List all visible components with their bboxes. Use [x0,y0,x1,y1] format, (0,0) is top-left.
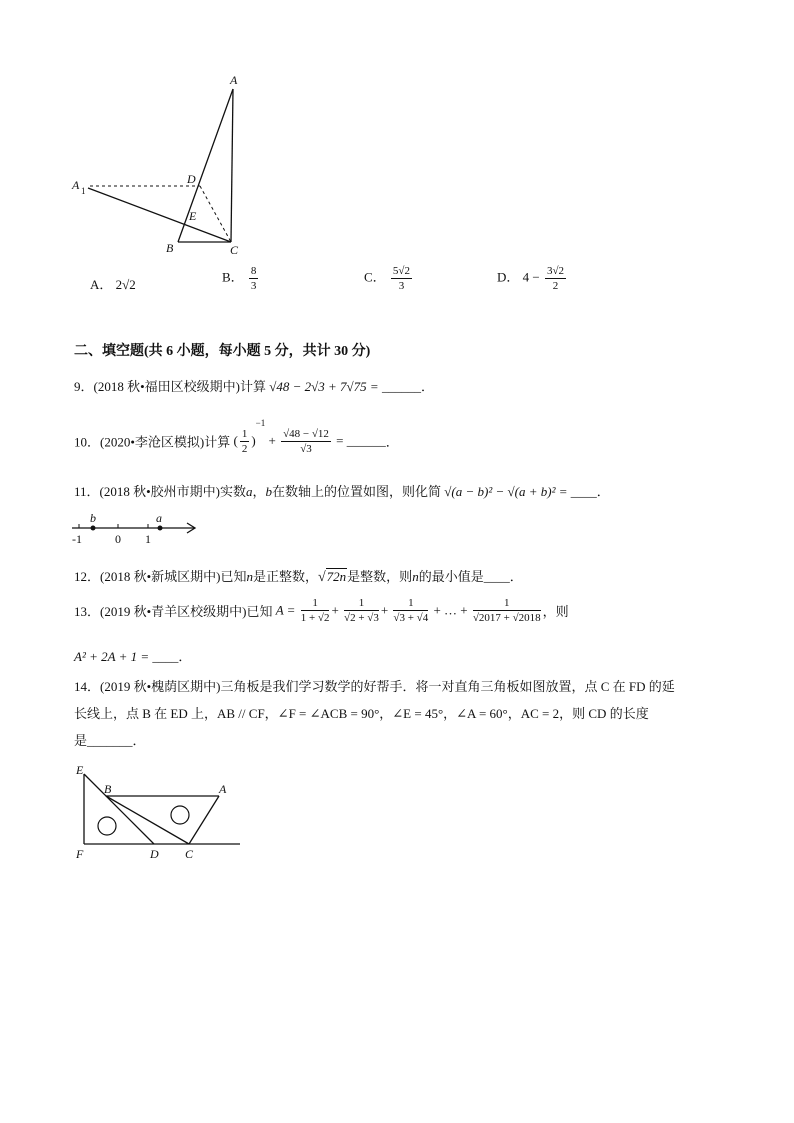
option-b-label: B． [222,269,244,285]
q13-suffix: ，则 [542,604,569,619]
question-13-line2 [74,646,191,665]
q13-t1-num: 1 [301,596,330,611]
option-d-prefix: 4 − [522,269,540,285]
q10-frac-num: √48 − √12 [283,427,329,440]
q13-lhs: A = [275,602,296,618]
q11-blank: ____ [570,484,597,499]
option-d-num: 3√2 [546,265,565,277]
number-line [68,508,208,548]
q13-dots: + … + [433,602,468,618]
q12-sqrt: 72n [326,569,347,584]
tick-label-1: 1 [145,532,151,546]
q10-blank: ______ [346,433,386,449]
tick-label-0: 0 [115,532,121,546]
q13-t4-num: 1 [473,596,541,611]
label-C: C [185,847,194,861]
label-B: B [166,241,174,255]
q11-mid: 在数轴上的位置如图，则化简 [272,484,442,499]
option-d-label: D． [497,269,520,285]
q10-frac-den: √3 [300,442,312,455]
q10-eq: = [336,433,344,449]
q11-end: ． [596,484,610,499]
edge-A-C [189,796,219,844]
q9-prefix: 9．(2018 秋•福田区校级期中)计算 [74,379,266,394]
q13-prefix: 13．(2019 秋•青羊区校级期中)已知 [74,604,273,619]
label-A: A [219,782,227,796]
q12-end: ． [509,569,523,584]
label-D: D [150,847,159,861]
option-b-den: 3 [250,280,257,292]
edge-E-D [84,774,154,844]
edge-A-C [231,89,233,242]
q10-base-den: 2 [241,442,248,455]
label-A: A [230,73,238,87]
q14-line2: 长线上，点 B 在 ED 上，AB // CF，∠F = ∠ACB = 90°，∠E = 45°，∠A = 60°，AC = 2，则 CD 的长度 [74,706,649,721]
q13-blank: ____ [152,649,179,664]
label-B: B [104,782,112,796]
q10-end: ． [385,434,399,450]
q14-line1: 14．(2019 秋•槐荫区期中)三角板是我们学习数学的好帮手．将一对直角三角板如图放置，点 C 在 FD 的延 [74,679,675,694]
section-header: 二、填空题(共 6 小题，每小题 5 分，共计 30 分) [74,344,371,359]
q12-var-n2: n [412,569,419,584]
q14-end: ． [132,733,146,748]
q10-base-num: 1 [241,427,248,440]
q13-t3-den: √3 + √4 [393,612,429,624]
q13-end: ． [178,649,192,664]
point-b [91,526,96,531]
label-a: a [156,511,162,525]
triangle-figure-2 [68,760,248,868]
option-a [90,274,136,293]
question-9 [74,376,434,395]
triangle-figure-1 [60,68,260,268]
edge-A-B [178,89,233,242]
q13-line2: A² + 2A + 1 = [74,649,150,664]
q9-expr: √48 − 2√3 + 7√75 = [269,379,379,394]
q11-sep: ， [252,484,266,499]
q11-var-a: a [245,484,253,499]
label-A1: A [72,178,80,192]
label-E: E [189,209,197,223]
q11-prefix: 11．(2018 秋•胶州市期中)实数 [74,484,246,499]
question-14 [74,673,734,754]
label-F: F [76,847,84,861]
label-E: E [76,763,84,777]
q14-line3 [74,727,734,754]
option-c [364,264,414,293]
option-b [222,264,260,293]
q13-t4-den: √2017 + √2018 [472,612,541,624]
label-C: C [230,243,239,257]
q9-blank: ______ [381,379,421,394]
q10-plus: + [268,433,276,449]
q13-t2-num: 1 [344,596,379,611]
triangle-hole-left [98,817,116,835]
triangle-hole-right [171,806,189,824]
q12-mid2: 是整数，则 [347,569,413,584]
dashed-D-C [200,186,231,242]
option-c-num: 5√2 [392,265,410,277]
q10-prefix: 10．(2020•李沧区模拟)计算 [74,434,231,450]
option-d [497,264,568,293]
q13-t2-den: √2 + √3 [344,612,379,624]
option-a-label: A． [90,277,113,292]
option-b-num: 8 [250,265,257,277]
q12-blank: ____ [483,569,510,584]
q10-exp: −1 [255,418,266,428]
question-13: 13．(2019 秋•青羊区校级期中)已知 A = $\frac{1}{1 + √2}$ + $\frac{1}{√2 + √3}$ + $\frac{1}{√3 + √4}$ + … + $\frac{1}{√2017 + √2018}$ ，则 [74,597,569,624]
label-D: D [187,172,196,186]
q12-var-n: n [246,569,253,584]
tick-label-minus-1: -1 [72,532,82,546]
q11-expr: √(a − b)² − √(a + b)² = [444,484,568,499]
q9-end: ． [420,379,434,394]
label-b: b [90,511,96,525]
q11-var-b: b [265,484,272,499]
edge-A1-C [88,188,231,242]
q12-mid1: 是正整数， [252,569,318,584]
q12-mid3: 的最小值是 [418,569,484,584]
option-c-den: 3 [398,280,405,292]
question-11 [74,481,610,500]
q13-t3-num: 1 [393,596,428,611]
q12-prefix: 12．(2018 秋•新城区期中)已知 [74,569,247,584]
label-A1-sub: 1 [81,186,86,196]
q14-blank: _______ [87,733,133,748]
option-d-den: 2 [552,280,559,292]
question-10: 10．(2020•李沧区模拟)计算 ( $\frac{1}{2}$ )$^{-1}$ + $\frac{√48 - √12}{√3}$ = ______． [74,418,399,455]
q13-t1-den: 1 + √2 [300,612,330,624]
q14-line3-text: 是 [74,733,88,748]
point-a [158,526,163,531]
question-12: 12．(2018 秋•新城区期中)已知n是正整数，√72n是整数，则n的最小值是____． [74,569,523,585]
option-a-value: 2√2 [115,277,136,292]
option-c-label: C． [364,269,386,285]
